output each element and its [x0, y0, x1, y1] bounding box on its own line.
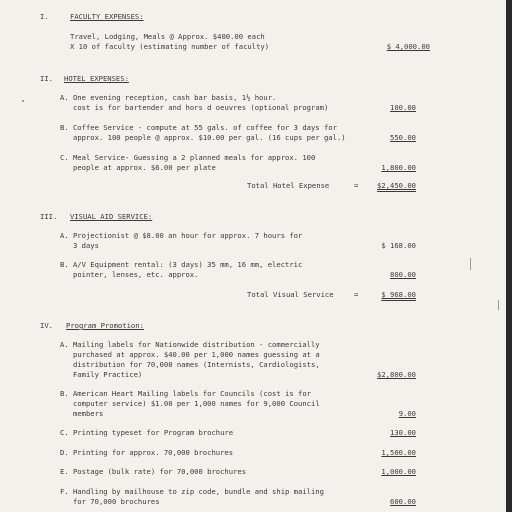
line-item-text: pointer, lenses, etc. approx.	[73, 270, 199, 279]
margin-dot	[22, 100, 24, 102]
line-item-text: computer service) $1.00 per 1,000 names for 9,000 Council	[73, 399, 320, 408]
line-item-text: cost is for bartender and hors d oeuvres (optional program)	[73, 103, 329, 112]
line-item-text: B. American Heart Mailing labels for Councils (cost is for	[60, 389, 311, 398]
total-equals: =	[354, 290, 359, 299]
total-label: Total Hotel Expense	[247, 181, 330, 190]
line-item-amount: 1,500.00	[381, 448, 416, 457]
margin-tick-mark	[470, 258, 471, 270]
line-item-text: A. Mailing labels for Nationwide distribution - commercially	[60, 340, 320, 349]
line-item-amount: 100.00	[390, 103, 416, 112]
line-item-amount: $ 168.00	[381, 241, 416, 250]
line-item-text: people at approx. $6.00 per plate	[73, 163, 216, 172]
line-item-text: distribution for 70,000 names (Internists, Cardiologists,	[73, 360, 320, 369]
section-number: III.	[40, 212, 58, 221]
line-item-amount: 550.00	[390, 133, 416, 142]
section-title: HOTEL EXPENSES:	[64, 74, 129, 83]
line-item-text: purchased at approx. $40.00 per 1,000 names guessing at a	[73, 350, 320, 359]
total-amount: $ 968.00	[381, 290, 416, 299]
line-item-text: C. Printing typeset for Program brochure	[60, 428, 234, 437]
line-item-amount: 1,800.00	[381, 163, 416, 172]
line-item-text: approx. 100 people @ approx. $10.00 per gal. (16 cups per gal.)	[73, 133, 346, 142]
section-number: IV.	[40, 321, 53, 330]
line-item-text: X 10 of faculty (estimating number of faculty)	[70, 42, 270, 51]
total-label: Total Visual Service	[247, 290, 334, 299]
line-item-text: Family Practice)	[73, 370, 143, 379]
line-item-text: B. Coffee Service - compute at 55 gals. of coffee for 3 days for	[60, 123, 337, 132]
line-item-text: D. Printing for approx. 70,000 brochures	[60, 448, 234, 457]
section-number: I.	[40, 12, 49, 21]
line-item-text: F. Handling by mailhouse to zip code, bundle and ship mailing	[60, 487, 324, 496]
line-item-text: A. One evening reception, cash bar basis, 1½ hour.	[60, 93, 277, 102]
line-item-text: members	[73, 409, 104, 418]
page-edge-shadow	[506, 0, 512, 512]
section-title: VISUAL AID SERVICE:	[70, 212, 153, 221]
line-item-text: B. A/V Equipment rental: (3 days) 35 mm, 16 mm, electric	[60, 260, 303, 269]
line-item-amount: $2,800.00	[377, 370, 416, 379]
line-item-text: Travel, Lodging, Meals @ Approx. $400.00 each	[70, 32, 265, 41]
line-item-text: C. Meal Service- Guessing a 2 planned meals for approx. 100	[60, 153, 316, 162]
line-item-amount: 800.00	[390, 270, 416, 279]
line-item-amount: 600.00	[390, 497, 416, 506]
line-item-text: for 70,000 brochures	[73, 497, 160, 506]
line-item-amount: 130.00	[390, 428, 416, 437]
total-amount: $2,450.00	[377, 181, 416, 190]
section-title: FACULTY EXPENSES:	[70, 12, 144, 21]
section-number: II.	[40, 74, 53, 83]
line-item-text: A. Projectionist @ $8.00 an hour for approx. 7 hours for	[60, 231, 303, 240]
line-item-text: E. Postage (bulk rate) for 70,000 brochures	[60, 467, 247, 476]
line-item-amount: $ 4,000.00	[386, 42, 430, 51]
line-item-amount: 9.00	[398, 409, 416, 418]
line-item-text: 3 days	[73, 241, 99, 250]
total-equals: =	[354, 181, 359, 190]
section-title: Program Promotion:	[66, 321, 144, 330]
margin-tick-mark	[498, 300, 499, 310]
line-item-amount: 1,000.00	[381, 467, 416, 476]
